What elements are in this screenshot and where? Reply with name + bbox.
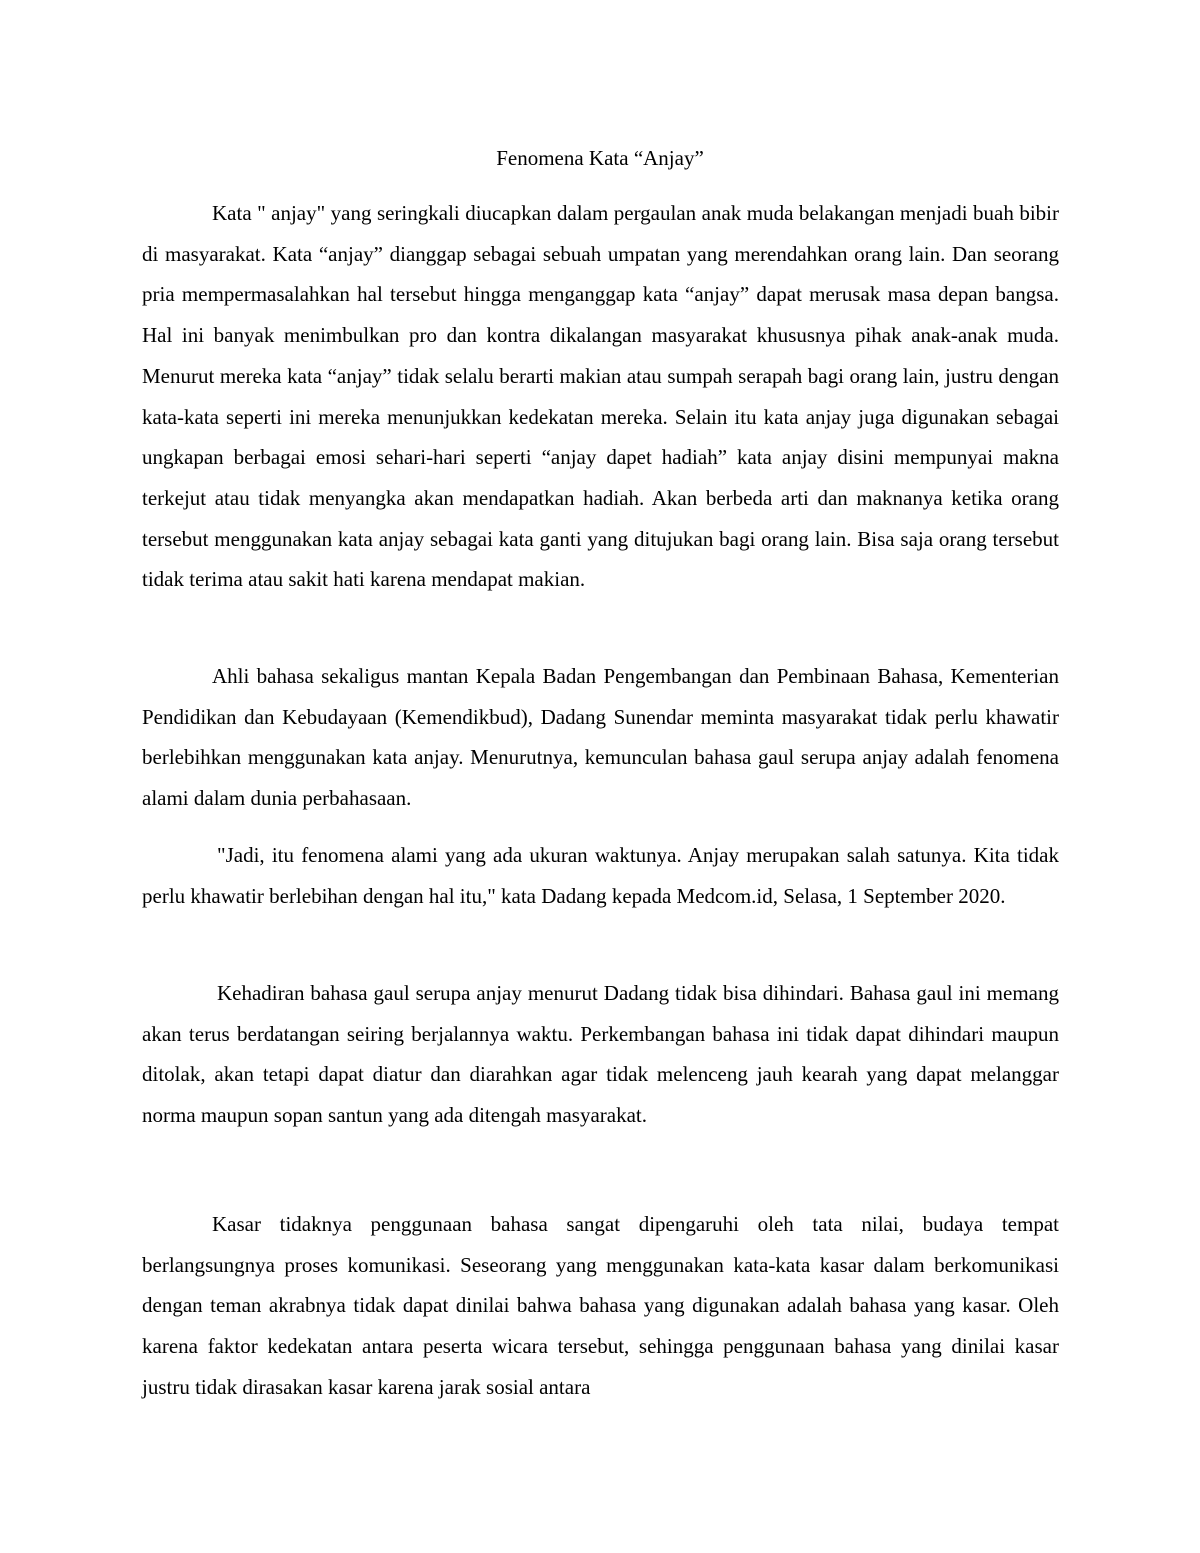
paragraph-3-quote: "Jadi, itu fenomena alami yang ada ukuran waktunya. Anjay merupakan salah satunya. Kita tidak perlu khawatir berlebihan dengan hal itu," kata Dadang kepada Medcom.id, Selasa, 1 September 2020. — [142, 843, 1059, 908]
paragraph-1: Kata " anjay" yang seringkali diucapkan dalam pergaulan anak muda belakangan menjadi buah bibir di masyarakat. Kata “anjay” dianggap sebagai sebuah umpatan yang merendahkan orang lain. Dan seorang pria mempermasalahkan hal tersebut hingga menganggap kata “anjay” dapat merusak masa depan bangsa. Hal ini banyak menimbulkan pro dan kontra dikalangan masyarakat khususnya pihak anak-anak muda. Menurut mereka kata “anjay” tidak selalu berarti makian atau sumpah serapah bagi orang lain, justru dengan kata-kata seperti ini mereka menunjukkan kedekatan mereka. Selain itu kata anjay juga digunakan sebagai ungkapan berbagai emosi sehari-hari seperti “anjay dapet hadiah” kata anjay disini mempunyai makna terkejut atau tidak menyangka akan mendapatkan hadiah. Akan berbeda arti dan maknanya ketika orang tersebut menggunakan kata anjay sebagai kata ganti yang ditujukan bagi orang lain. Bisa saja orang tersebut tidak terima atau sakit hati karena mendapat makian. — [142, 201, 1059, 592]
paragraph-4: Kehadiran bahasa gaul serupa anjay menurut Dadang tidak bisa dihindari. Bahasa gaul ini memang akan terus berdatangan seiring berjalannya waktu. Perkembangan bahasa ini tidak dapat dihindari maupun ditolak, akan tetapi dapat diatur dan diarahkan agar tidak melenceng jauh kearah yang dapat melanggar norma maupun sopan santun yang ada ditengah masyarakat. — [142, 981, 1059, 1128]
paragraph-5: Kasar tidaknya penggunaan bahasa sangat dipengaruhi oleh tata nilai, budaya tempat berlangsungnya proses komunikasi. Seseorang yang menggunakan kata-kata kasar dalam berkomunikasi dengan teman akrabnya tidak dapat dinilai bahwa bahasa yang digunakan adalah bahasa yang kasar. Oleh karena faktor kedekatan antara peserta wicara tersebut, sehingga penggunaan bahasa yang dinilai kasar justru tidak dirasakan kasar karena jarak sosial antara — [142, 1212, 1059, 1399]
document-title: Fenomena Kata “Anjay” — [496, 146, 704, 170]
paragraph-2: Ahli bahasa sekaligus mantan Kepala Badan Pengembangan dan Pembinaan Bahasa, Kementerian Pendidikan dan Kebudayaan (Kemendikbud), Dadang Sunendar meminta masyarakat tidak perlu khawatir berlebihkan menggunakan kata anjay. Menurutnya, kemunculan bahasa gaul serupa anjay adalah fenomena alami dalam dunia perbahasaan. — [142, 664, 1059, 811]
